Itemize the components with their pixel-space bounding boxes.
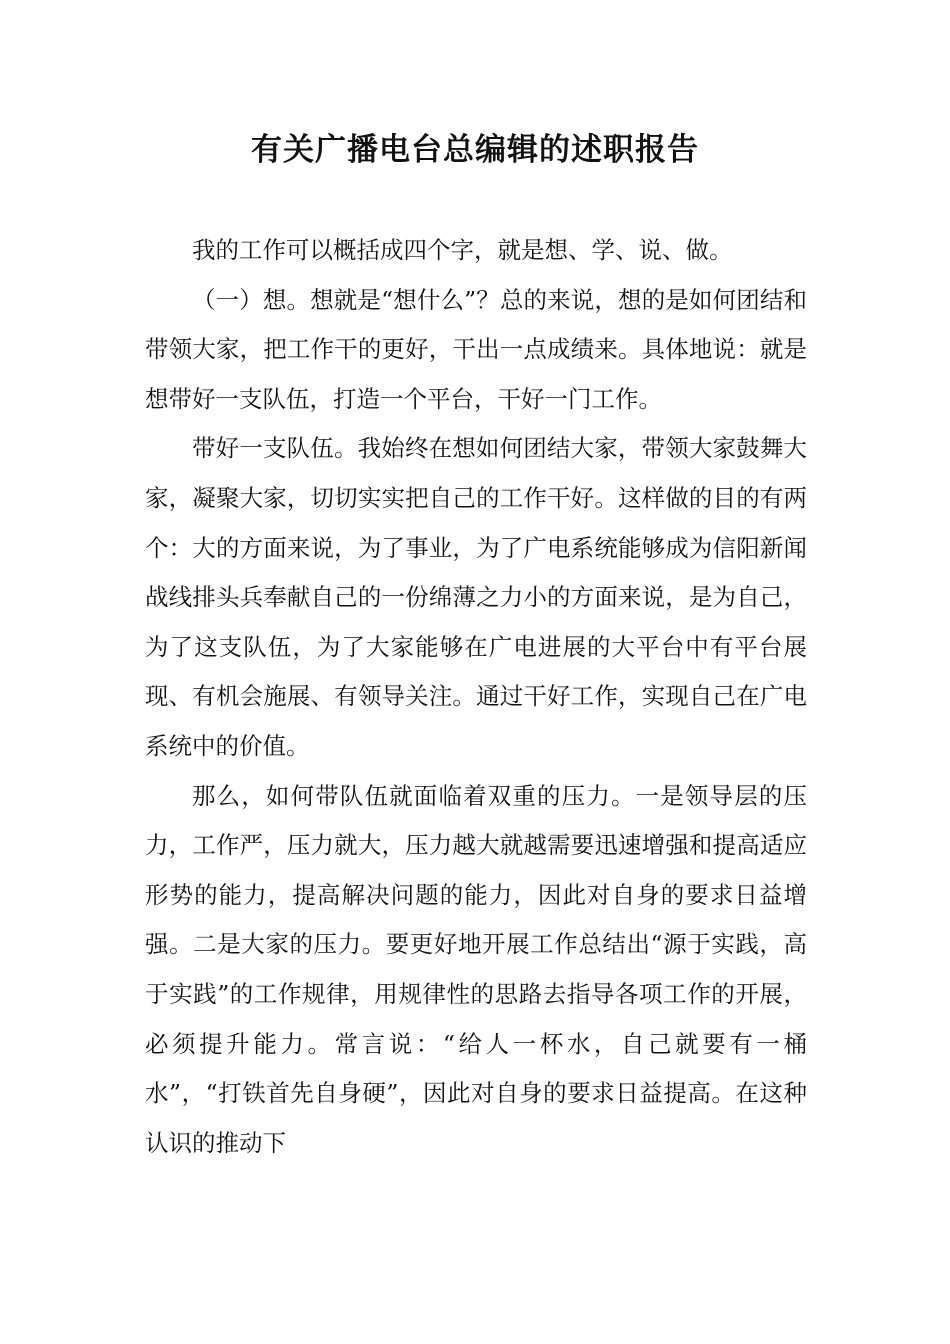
document-body [145, 226, 807, 1168]
paragraph-team: 带好一支队伍。我始终在想如何团结大家，带领大家鼓舞大家，凝聚大家，切切实实把自己的工作干好。这样做的目的有两个：大的方面来说，为了事业，为了广电系统能够成为信阳新闻战线排头兵奉献自己的一份绵薄之力小的方面来说，是为自己，为了这支队伍，为了大家能够在广电进展的大平台中有平台展现、有机会施展、有领导关注。通过干好工作，实现自己在广电系统中的价值。 [145, 434, 807, 760]
paragraph-think: （一）想。想就是“想什么”？总的来说，想的是如何团结和带领大家，把工作干的更好，干出一点成绩来。具体地说：就是想带好一支队伍，打造一个平台，干好一门工作。 [145, 285, 807, 413]
paragraph-intro: 我的工作可以概括成四个字，就是想、学、说、做。 [192, 236, 733, 264]
paragraph-pressure: 那么，如何带队伍就面临着双重的压力。一是领导层的压力，工作严，压力就大，压力越大就越需要迅速增强和提高适应形势的能力，提高解决问题的能力，因此对自身的要求日益增强。二是大家的压力。要更好地开展工作总结出“源于实践，高于实践”的工作规律，用规律性的思路去指导各项工作的开展，必须提升能力。常言说：“给人一杯水，自己就要有一桶水”，“打铁首先自身硬”，因此对自身的要求日益提高。在这种认识的推动下 [145, 781, 807, 1157]
document-title: 有关广播电台总编辑的述职报告 [251, 132, 699, 168]
